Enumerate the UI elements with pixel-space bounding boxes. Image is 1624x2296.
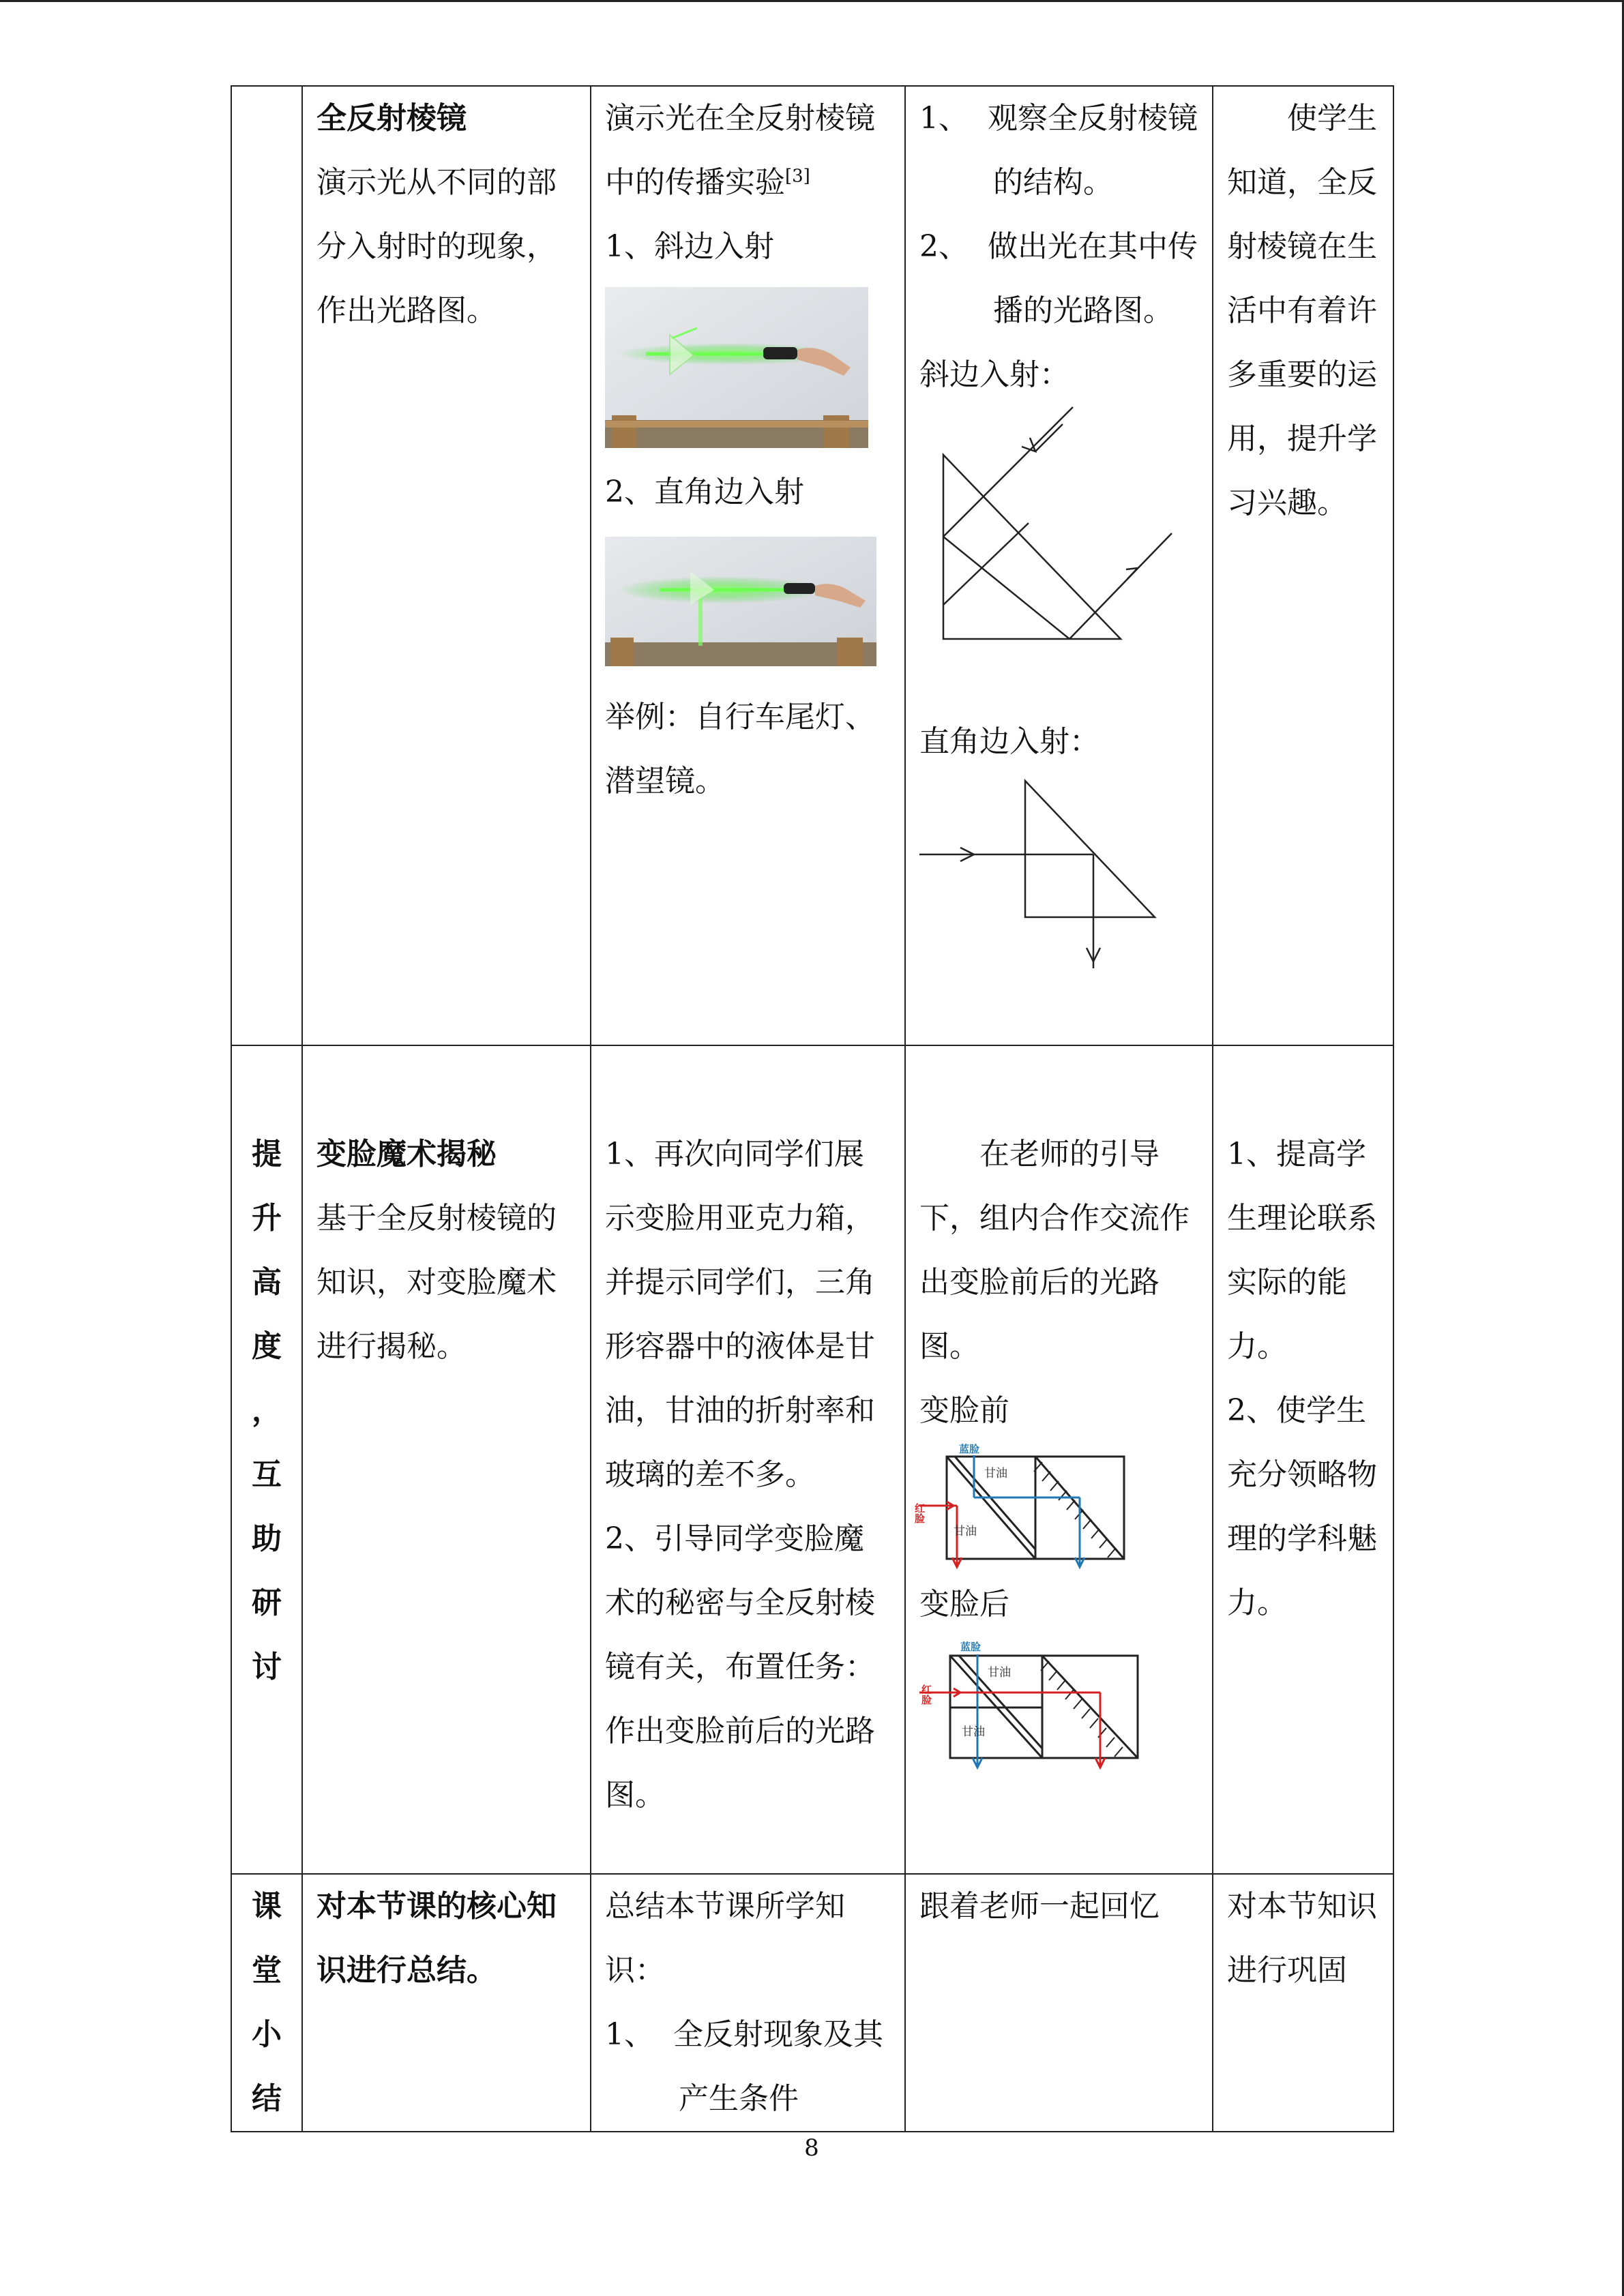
lesson-plan-table (231, 85, 1394, 2132)
intent-cell (1213, 1874, 1393, 2132)
table-row-summary (231, 1874, 1393, 2132)
diagram-hypotenuse-incidence (919, 407, 1192, 666)
stage-char: 课 (252, 1889, 282, 1924)
teacher-item-1-text: 全反射现象及其产生条件 (673, 2017, 883, 2116)
teacher-step-1: 1、斜边入射 (605, 229, 774, 264)
student-item-2-num: 2、 (919, 229, 969, 264)
student-item-2 (919, 215, 1198, 343)
glycerin-label-top: 甘油 (984, 1467, 1007, 1480)
stage-char: 度 (252, 1329, 282, 1364)
glycerin-label-bottom: 甘油 (954, 1525, 977, 1538)
red-face-label: 红脸 (920, 1684, 932, 1705)
label-before-change: 变脸前 (919, 1393, 1009, 1428)
teacher-text: 总结本节课所学知识： (605, 1889, 845, 1988)
student-cell (905, 1874, 1213, 2132)
label-leg-incidence: 直角边入射： (919, 724, 1099, 759)
student-text: 在老师的引导下，组内合作交流作出变脸前后的光路图。 (919, 1137, 1190, 1364)
stage-char: 研 (252, 1585, 282, 1620)
teacher-step-2: 2、直角边入射 (605, 475, 804, 509)
content-cell (302, 1045, 591, 1874)
teacher-example: 举例：自行车尾灯、潜望镜。 (605, 700, 875, 799)
teacher-cell (591, 1874, 905, 2132)
label-hypotenuse-incidence: 斜边入射： (919, 357, 1069, 392)
glycerin-label-top: 甘油 (988, 1666, 1011, 1680)
stage-cell (231, 1045, 302, 1874)
stage-char: ， (252, 1393, 282, 1428)
student-text: 跟着老师一起回忆 (919, 1889, 1160, 1924)
teacher-cell (591, 1045, 905, 1874)
student-cell (905, 1045, 1213, 1874)
blue-face-label: 蓝脸 (959, 1443, 980, 1455)
content-title: 全反射棱镜 (316, 101, 467, 136)
stage-char: 结 (252, 2081, 282, 2116)
page-number: 8 (804, 2134, 819, 2162)
stage-label-vertical (246, 1875, 288, 2131)
content-title: 变脸魔术揭秘 (316, 1137, 497, 1172)
student-item-2-text: 做出光在其中传播的光路图。 (988, 229, 1198, 328)
table-row-total-reflection-prism (231, 86, 1393, 1045)
teacher-cell (591, 86, 905, 1045)
intent-cell (1213, 1045, 1393, 1874)
stage-char: 堂 (252, 1953, 282, 1988)
stage-cell-empty (231, 86, 302, 1045)
teacher-title-text: 演示光在全反射棱镜中的传播实验 (605, 101, 875, 200)
teacher-title (605, 87, 891, 215)
photo-leg-incidence (605, 537, 876, 666)
content-title: 对本节课的核心知识进行总结。 (316, 1889, 557, 1988)
stage-char: 升 (252, 1201, 282, 1236)
blue-face-label: 蓝脸 (960, 1641, 981, 1653)
stage-char: 高 (252, 1265, 282, 1300)
table-row-face-change-magic (231, 1045, 1393, 1874)
stage-cell (231, 1874, 302, 2132)
stage-char: 小 (252, 2017, 282, 2052)
intent-text: 使学生知道，全反射棱镜在生活中有着许多重要的运用，提升学习兴趣。 (1227, 101, 1377, 520)
content-cell (302, 86, 591, 1045)
teacher-step-2: 2、引导同学变脸魔术的秘密与全反射棱镜有关，布置任务：作出变脸前后的光路图。 (605, 1521, 875, 1813)
student-item-1-num: 1、 (919, 101, 969, 136)
diagram-after-change (919, 1637, 1165, 1773)
citation: [3] (785, 166, 810, 187)
intent-cell (1213, 86, 1393, 1045)
content-text: 演示光从不同的部分入射时的现象，作出光路图。 (316, 165, 557, 328)
red-face-label: 红脸 (913, 1503, 926, 1523)
student-cell (905, 86, 1213, 1045)
teacher-item-1-num: 1、 (605, 2017, 654, 2052)
student-item-1 (919, 87, 1198, 215)
diagram-before-change (913, 1443, 1145, 1572)
stage-char: 助 (252, 1521, 282, 1556)
label-after-change: 变脸后 (919, 1587, 1009, 1622)
intent-item-1: 1、提高学生理论联系实际的能力。 (1227, 1137, 1377, 1364)
intent-text: 对本节知识进行巩固 (1227, 1889, 1377, 1988)
student-item-1-text: 观察全反射棱镜的结构。 (988, 101, 1198, 200)
content-text: 基于全反射棱镜的知识，对变脸魔术进行揭秘。 (316, 1201, 557, 1364)
intent-item-2: 2、使学生充分领略物理的学科魅力。 (1227, 1393, 1377, 1620)
teacher-step-1: 1、再次向同学们展示变脸用亚克力箱，并提示同学们，三角形容器中的液体是甘油，甘油的折射率和玻璃的差不多。 (605, 1137, 875, 1492)
stage-char: 互 (252, 1457, 282, 1492)
stage-char: 讨 (252, 1650, 282, 1684)
glycerin-label-bottom: 甘油 (962, 1725, 985, 1739)
content-cell (302, 1874, 591, 2132)
stage-label-vertical (246, 1122, 288, 1699)
teacher-item-1 (605, 2003, 891, 2131)
photo-hypotenuse-incidence (605, 287, 868, 448)
stage-char: 提 (252, 1137, 282, 1172)
diagram-leg-incidence (919, 774, 1192, 972)
